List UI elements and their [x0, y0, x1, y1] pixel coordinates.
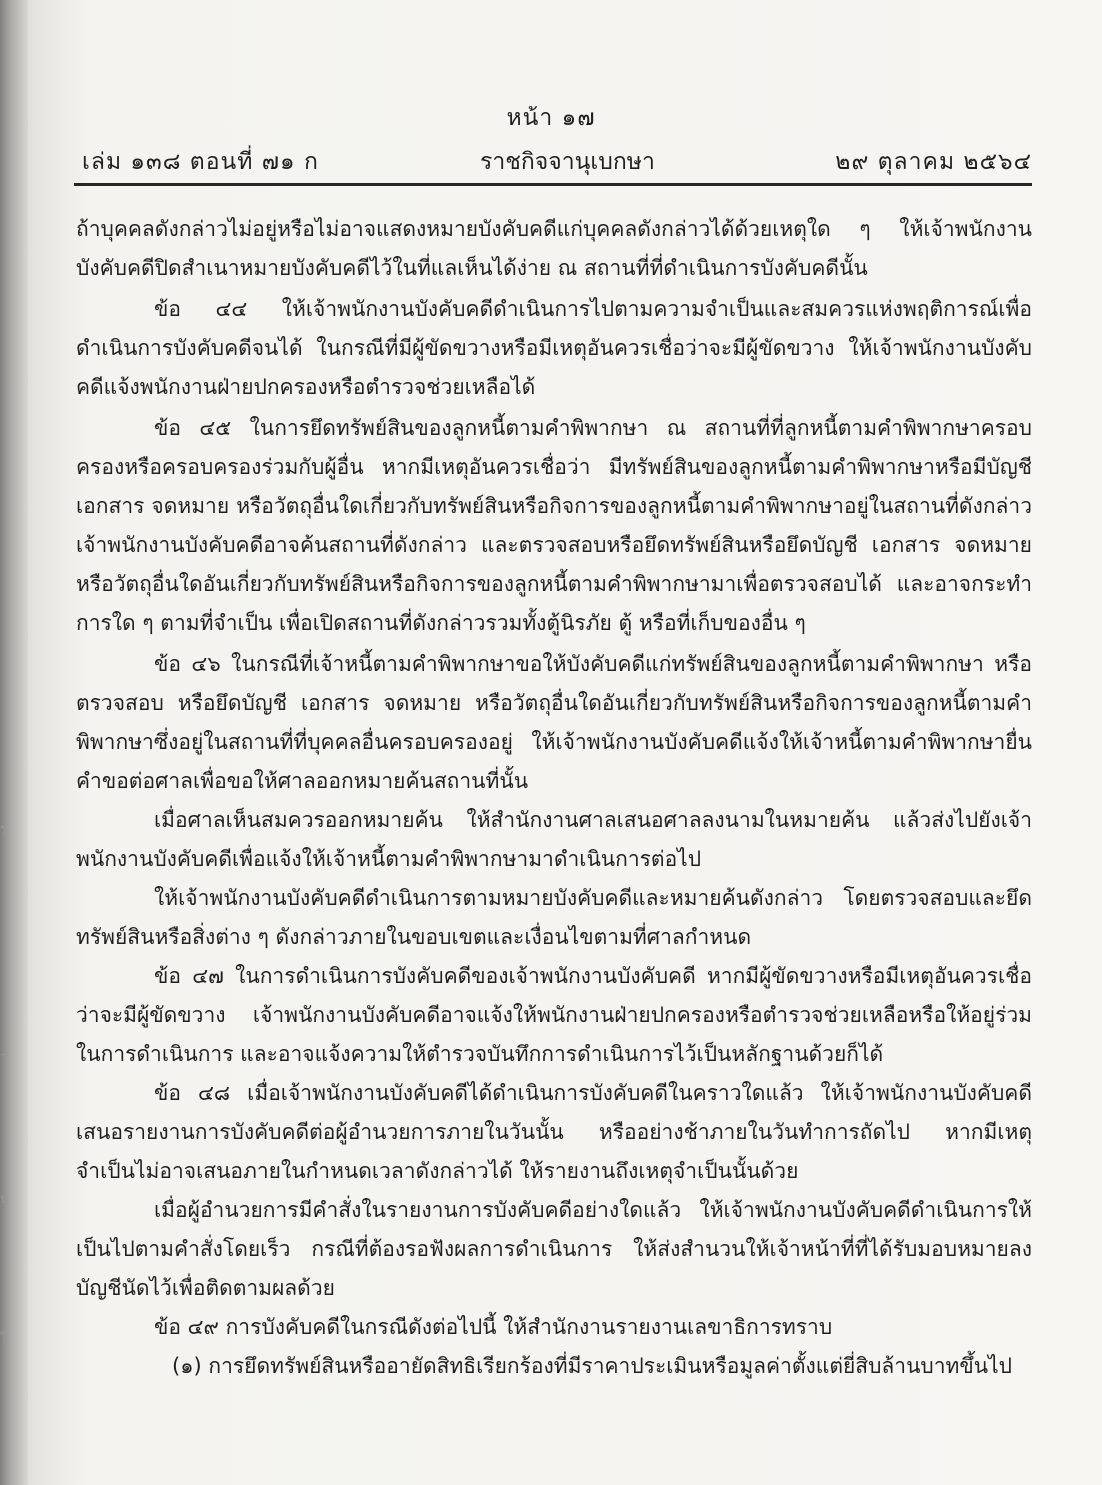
- paragraph-clause-47: ข้อ ๔๗ ในการดำเนินการบังคับคดีของเจ้าพนักงานบังคับคดี หากมีผู้ขัดขวางหรือมีเหตุอันควรเชื่อว่าจะมีผู้ขัดขวาง เจ้าพนักงานบังคับคดีอาจแจ้งให้พนักงานฝ่ายปกครองหรือตำรวจช่วยเหลือหรือให้อยู่ร่วมในการดำเนินการ และอาจแจ้งความให้ตำรวจบันทึกการดำเนินการไว้เป็นหลักฐานด้วยก็ได้: [76, 964, 1032, 1066]
- paragraph-clause-44: ข้อ ๔๔ ให้เจ้าพนักงานบังคับคดีดำเนินการไปตามความจำเป็นและสมควรแห่งพฤติการณ์เพื่อดำเนินการบังคับคดีจนได้ ในกรณีที่มีผู้ขัดขวางหรือมีเหตุอันควรเชื่อว่าจะมีผู้ขัดขวาง ให้เจ้าพนักงานบังคับคดีแจ้งพนักงานฝ่ายปกครองหรือตำรวจช่วยเหลือได้: [76, 297, 1032, 399]
- paragraph-clause-49-item-1: (๑) การยึดทรัพย์สินหรืออายัดสิทธิเรียกร้องที่มีราคาประเมินหรือมูลค่าตั้งแต่ยี่สิบล้านบาทขึ้นไป: [172, 1354, 1012, 1378]
- publication-date: ๒๙ ตุลาคม ๒๕๖๔: [835, 149, 1032, 175]
- volume-issue: เล่ม ๑๓๘ ตอนที่ ๗๑ ก: [82, 149, 319, 175]
- paragraph-clause-49: ข้อ ๔๙ การบังคับคดีในกรณีดังต่อไปนี้ ให้สำนักงานรายงานเลขาธิการทราบ: [154, 1315, 833, 1339]
- paragraph-continuation: ถ้าบุคคลดังกล่าวไม่อยู่หรือไม่อาจแสดงหมายบังคับคดีแก่บุคคลดังกล่าวได้ด้วยเหตุใด ๆ ให้เจ้าพนักงานบังคับคดีปิดสำเนาหมายบังคับคดีไว้ในที่แลเห็นได้ง่าย ณ สถานที่ที่ดำเนินการบังคับคดีนั้น: [76, 217, 1032, 280]
- publication-title: ราชกิจจานุเบกษา: [480, 149, 655, 175]
- paragraph-clause-48-second: เมื่อผู้อำนวยการมีคำสั่งในรายงานการบังคับคดีอย่างใดแล้ว ให้เจ้าพนักงานบังคับคดีดำเนินการให้เป็นไปตามคำสั่งโดยเร็ว กรณีที่ต้องรอฟังผลการดำเนินการ ให้ส่งสำนวนให้เจ้าหน้าที่ที่ได้รับมอบหมายลงบัญชีนัดไว้เพื่อติดตามผลด้วย: [76, 1198, 1032, 1300]
- running-head: [70, 98, 1032, 188]
- show-through-mark: ใ: [0, 1332, 7, 1347]
- paragraph-clause-46-second: เมื่อศาลเห็นสมควรออกหมายค้น ให้สำนักงานศาลเสนอศาลลงนามในหมายค้น แล้วส่งไปยังเจ้าพนักงานบังคับคดีเพื่อแจ้งให้เจ้าหนี้ตามคำพิพากษามาดำเนินการต่อไป: [76, 808, 1032, 871]
- header-row: [70, 144, 1032, 178]
- show-through-mark: ร: [0, 822, 7, 837]
- paragraph-clause-45: ข้อ ๔๕ ในการยึดทรัพย์สินของลูกหนี้ตามคำพิพากษา ณ สถานที่ที่ลูกหนี้ตามคำพิพากษาครอบครองหรือครอบครองร่วมกับผู้อื่น หากมีเหตุอันควรเชื่อว่า มีทรัพย์สินของลูกหนี้ตามคำพิพากษาหรือมีบัญชี เอกสาร จดหมาย หรือวัตถุอื่นใดเกี่ยวกับทรัพย์สินหรือกิจการของลูกหนี้ตามคำพิพากษาอยู่ในสถานที่ดังกล่าว เจ้าพนักงานบังคับคดีอาจค้นสถานที่ดังกล่าว และตรวจสอบหรือยึดทรัพย์สินหรือยึดบัญชี เอกสาร จดหมาย หรือวัตถุอื่นใดอันเกี่ยวกับทรัพย์สินหรือกิจการของลูกหนี้ตามคำพิพากษามาเพื่อตรวจสอบได้ และอาจกระทำการใด ๆ ตามที่จำเป็น เพื่อเปิดสถานที่ดังกล่าวรวมทั้งตู้นิรภัย ตู้ หรือที่เก็บของอื่น ๆ: [76, 416, 1032, 635]
- paragraph-clause-48: ข้อ ๔๘ เมื่อเจ้าพนักงานบังคับคดีได้ดำเนินการบังคับคดีในคราวใดแล้ว ให้เจ้าพนักงานบังคับคดีเสนอรายงานการบังคับคดีต่อผู้อำนวยการภายในวันนั้น หรืออย่างช้าภายในวันทำการถัดไป หากมีเหตุจำเป็นไม่อาจเสนอภายในกำหนดเวลาดังกล่าวได้ ให้รายงานถึงเหตุจำเป็นนั้นด้วย: [76, 1081, 1032, 1183]
- page-number: หน้า ๑๗: [506, 105, 596, 131]
- paragraph-clause-46-third: ให้เจ้าพนักงานบังคับคดีดำเนินการตามหมายบังคับคดีและหมายค้นดังกล่าว โดยตรวจสอบและยึดทรัพย์สินหรือสิ่งต่าง ๆ ดังกล่าวภายในขอบเขตและเงื่อนไขตามที่ศาลกำหนด: [76, 886, 1032, 949]
- book-gutter-shadow: [0, 0, 28, 1485]
- document-body: [76, 210, 1032, 1386]
- show-through-mark: น: [0, 1192, 9, 1207]
- header-rule: [74, 183, 1032, 186]
- show-through-mark: า: [0, 1050, 8, 1065]
- paragraph-clause-46: ข้อ ๔๖ ในกรณีที่เจ้าหนี้ตามคำพิพากษาขอให้บังคับคดีแก่ทรัพย์สินของลูกหนี้ตามคำพิพากษา หรือตรวจสอบ หรือยึดบัญชี เอกสาร จดหมาย หรือวัตถุอื่นใดอันเกี่ยวกับทรัพย์สินหรือกิจการของลูกหนี้ตามคำพิพากษาซึ่งอยู่ในสถานที่ที่บุคคลอื่นครอบครองอยู่ ให้เจ้าพนักงานบังคับคดีแจ้งให้เจ้าหนี้ตามคำพิพากษายื่นคำขอต่อศาลเพื่อขอให้ศาลออกหมายค้นสถานที่นั้น: [76, 652, 1032, 793]
